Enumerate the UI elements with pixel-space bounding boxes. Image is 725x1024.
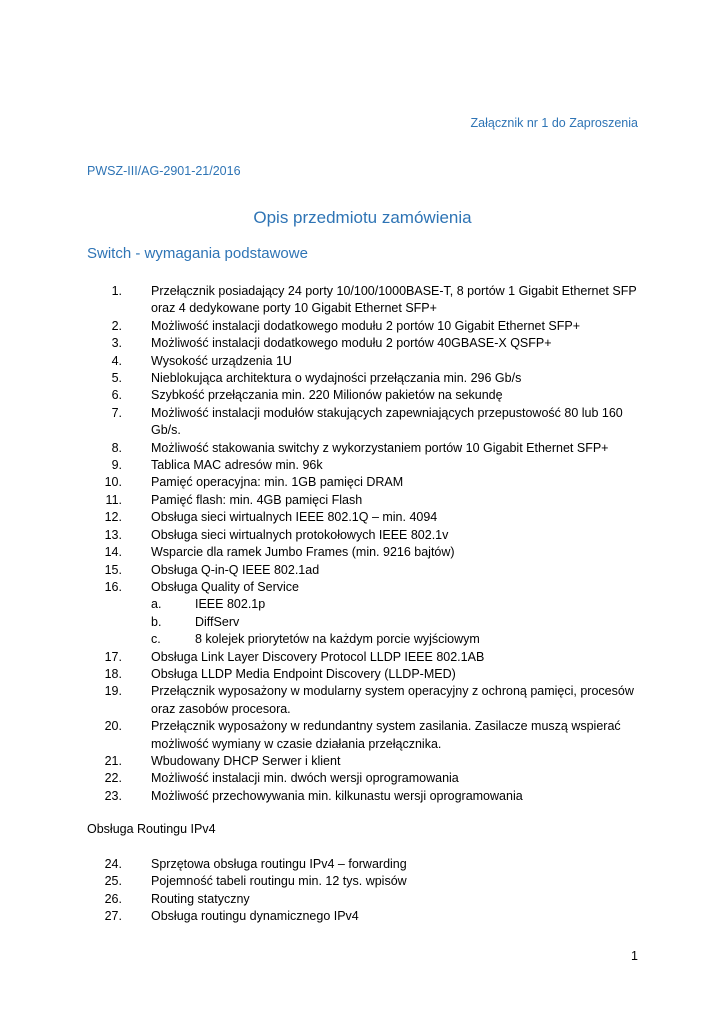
sub-list-item: c. 8 kolejek priorytetów na każdym porcie wyjściowym (151, 632, 480, 647)
list-item: 14. Wsparcie dla ramek Jumbo Frames (min. 9216 bajtów) (104, 545, 455, 560)
sub-list-item: a. IEEE 802.1p (151, 597, 266, 612)
reference-number: PWSZ-III/AG-2901-21/2016 (87, 164, 241, 178)
list-item: 23. Możliwość przechowywania min. kilkunastu wersji oprogramowania (104, 788, 523, 803)
list-item: 22. Możliwość instalacji min. dwóch wersji oprogramowania (104, 771, 459, 786)
routing-list (87, 856, 647, 926)
list-item: 26. Routing statyczny (104, 891, 250, 906)
attachment-label: Załącznik nr 1 do Zaproszenia (470, 116, 638, 130)
list-item: 10. Pamięć operacyjna: min. 1GB pamięci DRAM (104, 475, 404, 490)
list-item: 19. Przełącznik wyposażony w modularny system operacyjny z ochroną pamięci, procesów oraz zasobów procesora. (104, 684, 634, 716)
list-item: 20. Przełącznik wyposażony w redundantny system zasilania. Zasilacze muszą wspierać możliwość wymiany w czasie działania przełącznika. (104, 719, 621, 751)
list-item: 18. Obsługa LLDP Media Endpoint Discovery (LLDP-MED) (104, 666, 456, 681)
list-item: 17. Obsługa Link Layer Discovery Protocol LLDP IEEE 802.1AB (104, 649, 485, 664)
list-item: 11. Pamięć flash: min. 4GB pamięci Flash (105, 492, 363, 507)
list-item: 3. Możliwość instalacji dodatkowego modułu 2 portów 40GBASE-X QSFP+ (111, 336, 552, 351)
routing-section-heading: Obsługa Routingu IPv4 (87, 822, 216, 836)
list-item: 25. Pojemność tabeli routingu min. 12 tys. wpisów (104, 874, 407, 889)
list-item: 2. Możliwość instalacji dodatkowego modułu 2 portów 10 Gigabit Ethernet SFP+ (111, 318, 581, 333)
list-item: 27. Obsługa routingu dynamicznego IPv4 (104, 909, 359, 924)
list-item: 5. Nieblokująca architektura o wydajności przełączania min. 296 Gb/s (111, 371, 522, 386)
list-item: 24. Sprzętowa obsługa routingu IPv4 – forwarding (104, 857, 407, 871)
requirements-list (87, 283, 647, 805)
list-item: 12. Obsługa sieci wirtualnych IEEE 802.1Q – min. 4094 (104, 510, 438, 525)
page-title: Opis przedmiotu zamówienia (253, 208, 472, 227)
list-item: 9. Tablica MAC adresów min. 96k (111, 458, 323, 473)
list-item: 6. Szybkość przełączania min. 220 Milionów pakietów na sekundę (111, 388, 503, 403)
list-item: 4. Wysokość urządzenia 1U (111, 353, 292, 368)
list-item: 1. Przełącznik posiadający 24 porty 10/100/1000BASE-T, 8 portów 1 Gigabit Ethernet SFP oraz 4 dedykowane porty 10 Gigabit Ethernet SFP+ (111, 284, 637, 316)
list-item: 13. Obsługa sieci wirtualnych protokołowych IEEE 802.1v (104, 527, 449, 542)
section-heading: Switch - wymagania podstawowe (87, 245, 308, 262)
list-item: 21. Wbudowany DHCP Serwer i klient (104, 753, 341, 768)
sub-list-item: b. DiffServ (151, 614, 240, 629)
list-item: 7. Możliwość instalacji modułów stakujących zapewniających przepustowość 80 lub 160 Gb/s. (111, 405, 623, 438)
list-item: 16. Obsługa Quality of Service (104, 579, 299, 594)
list-item: 15. Obsługa Q-in-Q IEEE 802.1ad (104, 562, 320, 577)
page-number: 1 (631, 949, 638, 963)
list-item: 8. Możliwość stakowania switchy z wykorzystaniem portów 10 Gigabit Ethernet SFP+ (111, 440, 609, 455)
